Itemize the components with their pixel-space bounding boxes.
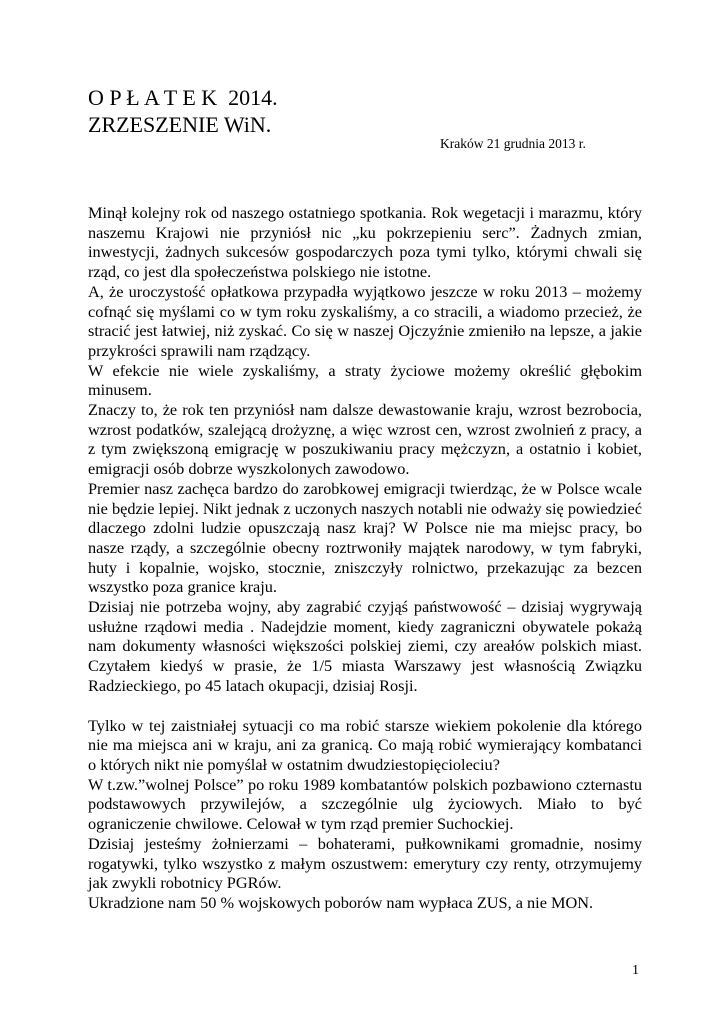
title-line-1: O P Ł A T E K 2014. xyxy=(88,85,278,110)
paragraph-7: Tylko w tej zaistniałej sytuacji co ma robić starsze wiekiem pokolenie dla którego nie ma miejsca ani w kraju, ani za granicą. Co mają robić wymierający kombatanci o których nikt nie pomyślał w ostatnim dwudziestopięcioleciu? xyxy=(88,715,642,774)
paragraph-8: W t.zw.”wolnej Polsce” po roku 1989 kombatantów polskich pozbawiono czternastu podstawowych przywilejów, a szczególnie ulg życiowych. Miało to być ograniczenie chwilowe. Celował w tym rząd premier Suchockiej. xyxy=(88,774,642,834)
paragraph-3: W efekcie nie wiele zyskaliśmy, a straty życiowe możemy określić głębokim minusem. xyxy=(88,360,642,400)
paragraph-6: Dzisiaj nie potrzeba wojny, aby zagrabić czyjąś państwowość – dzisiaj wygrywają usłużne rządowi media . Nadejdzie moment, kiedy zagraniczni obywatele pokażą nam dokumenty własności większości polskiej ziemi, czy areałów polskich miast. Czytałem kiedyś w prasie, że 1/5 miasta Warszawy jest własnością Związku Radzieckiego, po 45 latach okupacji, dzisiaj Rosji. xyxy=(88,597,642,695)
paragraph-5: Premier nasz zachęca bardzo do zarobkowej emigracji twierdząc, że w Polsce wcale nie będzie lepiej. Nikt jednak z uczonych naszych notabli nie odważy się powiedzieć dlaczego zdolni ludzie opuszczają nasz kraj? W Polsce nie ma miejsc pracy, bo nasze rządy, a szczególnie obecny roztrwoniły majątek narodowy, w tym fabryki, huty i kopalnie, wojsko, stocznie, zniszczyły rolnictwo, przekazując za bezcen wszystko poza granice kraju. xyxy=(88,478,642,597)
document-body xyxy=(88,203,642,913)
paragraph-4: Znaczy to, że rok ten przyniósł nam dalsze dewastowanie kraju, wzrost bezrobocia, wzrost podatków, szalejącą drożyznę, a więc wzrost cen, wzrost zwolnień z pracy, a z tym zwiększoną emigrację w poszukiwaniu pracy mężczyzn, a ostatnio i kobiet, emigracji osób dobrze wyszkolonych zawodowo. xyxy=(88,400,642,479)
paragraph-2: A, że uroczystość opłatkowa przypadła wyjątkowo jeszcze w roku 2013 – możemy cofnąć się myślami co w tym roku zyskaliśmy, a co stracili, a wiadomo przecież, że stracić jest łatwiej, niż zyskać. Co się w naszej Ojczyźnie zmieniło na lepsze, a jakie przykrości sprawili nam rządzący. xyxy=(88,281,642,360)
document-date: Kraków 21 grudnia 2013 r. xyxy=(440,136,586,151)
paragraph-9: Dzisiaj jesteśmy żołnierzami – bohaterami, pułkownikami gromadnie, nosimy rogatywki, tylko wszystko z małym oszustwem: emerytury czy renty, otrzymujemy jak zwykli robotnicy PGRów. xyxy=(88,833,642,893)
paragraph-1: Minął kolejny rok od naszego ostatniego spotkania. Rok wegetacji i marazmu, który naszemu Krajowi nie przyniósł nic „ku pokrzepieniu serc”. Żadnych zmian, inwestycji, żadnych sukcesów gospodarczych poza tymi tylko, którymi chwali się rząd, co jest dla społeczeństwa polskiego nie istotne. xyxy=(88,203,642,282)
paragraph-10: Ukradzione nam 50 % wojskowych poborów nam wypłaca ZUS, a nie MON. xyxy=(88,892,594,912)
page-number: 1 xyxy=(632,963,639,978)
title-line-2: ZRZESZENIE WiN. xyxy=(88,112,272,137)
document-title xyxy=(88,84,278,138)
